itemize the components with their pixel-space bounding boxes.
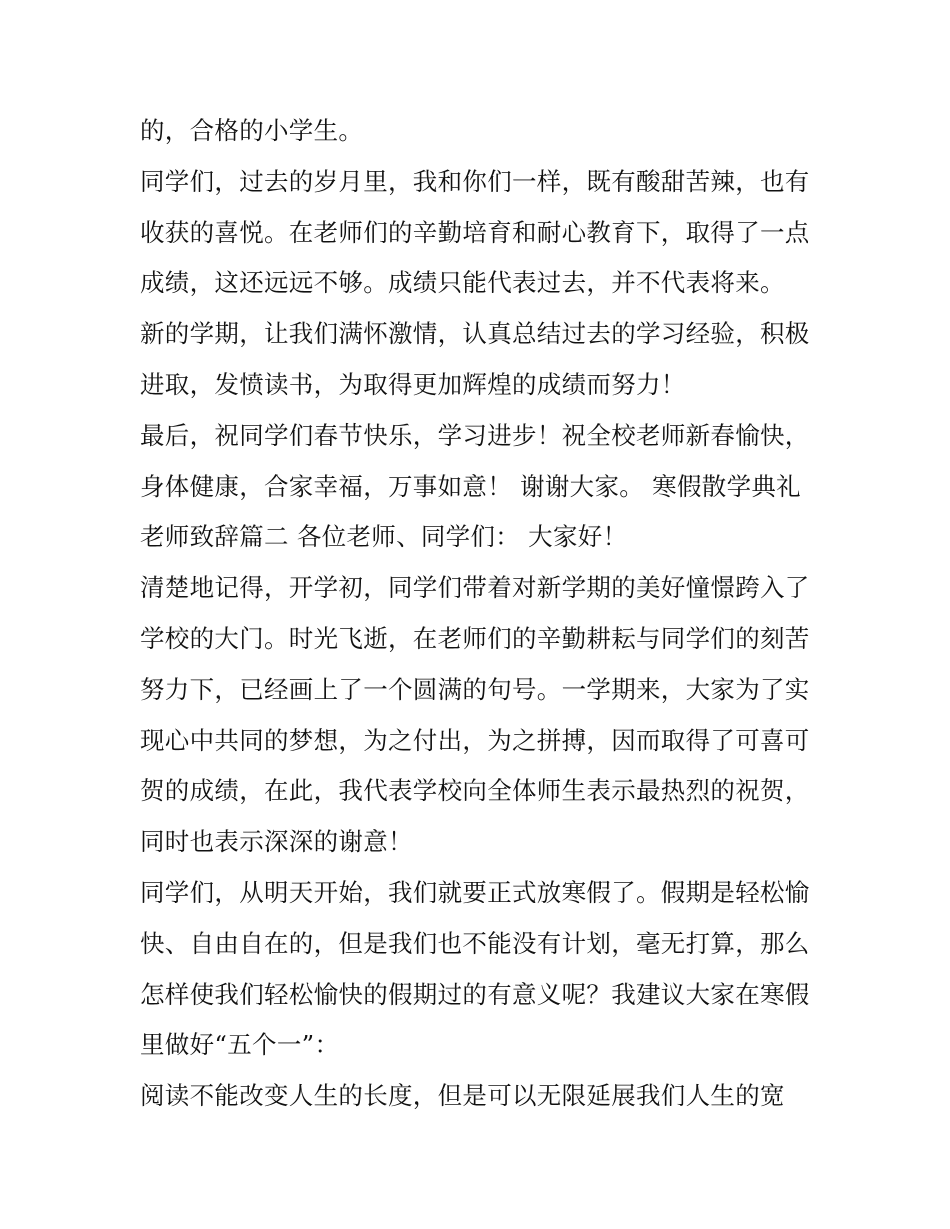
text-line: 老师致辞篇二 各位老师、同学们： 大家好！ bbox=[140, 522, 628, 552]
text-line: 同学们，过去的岁月里，我和你们一样，既有酸甜苦辣，也有 bbox=[140, 166, 810, 196]
document-body bbox=[140, 106, 820, 1122]
text-line: 里做好“五个一”： bbox=[140, 1030, 340, 1060]
text-line: 努力下，已经画上了一个圆满的句号。一学期来，大家为了实 bbox=[140, 674, 810, 704]
text-line: 贺的成绩，在此，我代表学校向全体师生表示最热烈的祝贺， bbox=[140, 776, 810, 806]
text-line: 清楚地记得，开学初，同学们带着对新学期的美好憧憬跨入了 bbox=[140, 573, 810, 603]
text-line: 怎样使我们轻松愉快的假期过的有意义呢？我建议大家在寒假 bbox=[140, 979, 810, 1009]
text-line: 最后，祝同学们春节快乐，学习进步！祝全校老师新春愉快， bbox=[140, 420, 810, 450]
text-line: 同时也表示深深的谢意！ bbox=[140, 827, 413, 857]
text-line: 学校的大门。时光飞逝，在老师们的辛勤耕耘与同学们的刻苦 bbox=[140, 623, 810, 653]
text-line: 的，合格的小学生。 bbox=[140, 116, 364, 145]
text-line: 同学们，从明天开始，我们就要正式放寒假了。假期是轻松愉 bbox=[140, 877, 810, 907]
text-line: 成绩，这还远远不够。成绩只能代表过去，并不代表将来。 bbox=[140, 268, 785, 298]
text-line: 收获的喜悦。在老师们的辛勤培育和耐心教育下，取得了一点 bbox=[140, 217, 810, 247]
text-line: 快、自由自在的，但是我们也不能没有计划，毫无打算，那么 bbox=[140, 928, 810, 958]
text-line: 阅读不能改变人生的长度，但是可以无限延展我们人生的宽 bbox=[140, 1081, 785, 1111]
text-line: 进取，发愤读书，为取得更加辉煌的成绩而努力！ bbox=[140, 369, 686, 399]
text-line: 现心中共同的梦想，为之付出，为之拼搏，因而取得了可喜可 bbox=[140, 725, 810, 755]
text-line: 身体健康，合家幸福，万事如意！ 谢谢大家。 寒假散学典礼 bbox=[140, 471, 801, 501]
text-line: 新的学期，让我们满怀激情，认真总结过去的学习经验，积极 bbox=[140, 319, 810, 349]
